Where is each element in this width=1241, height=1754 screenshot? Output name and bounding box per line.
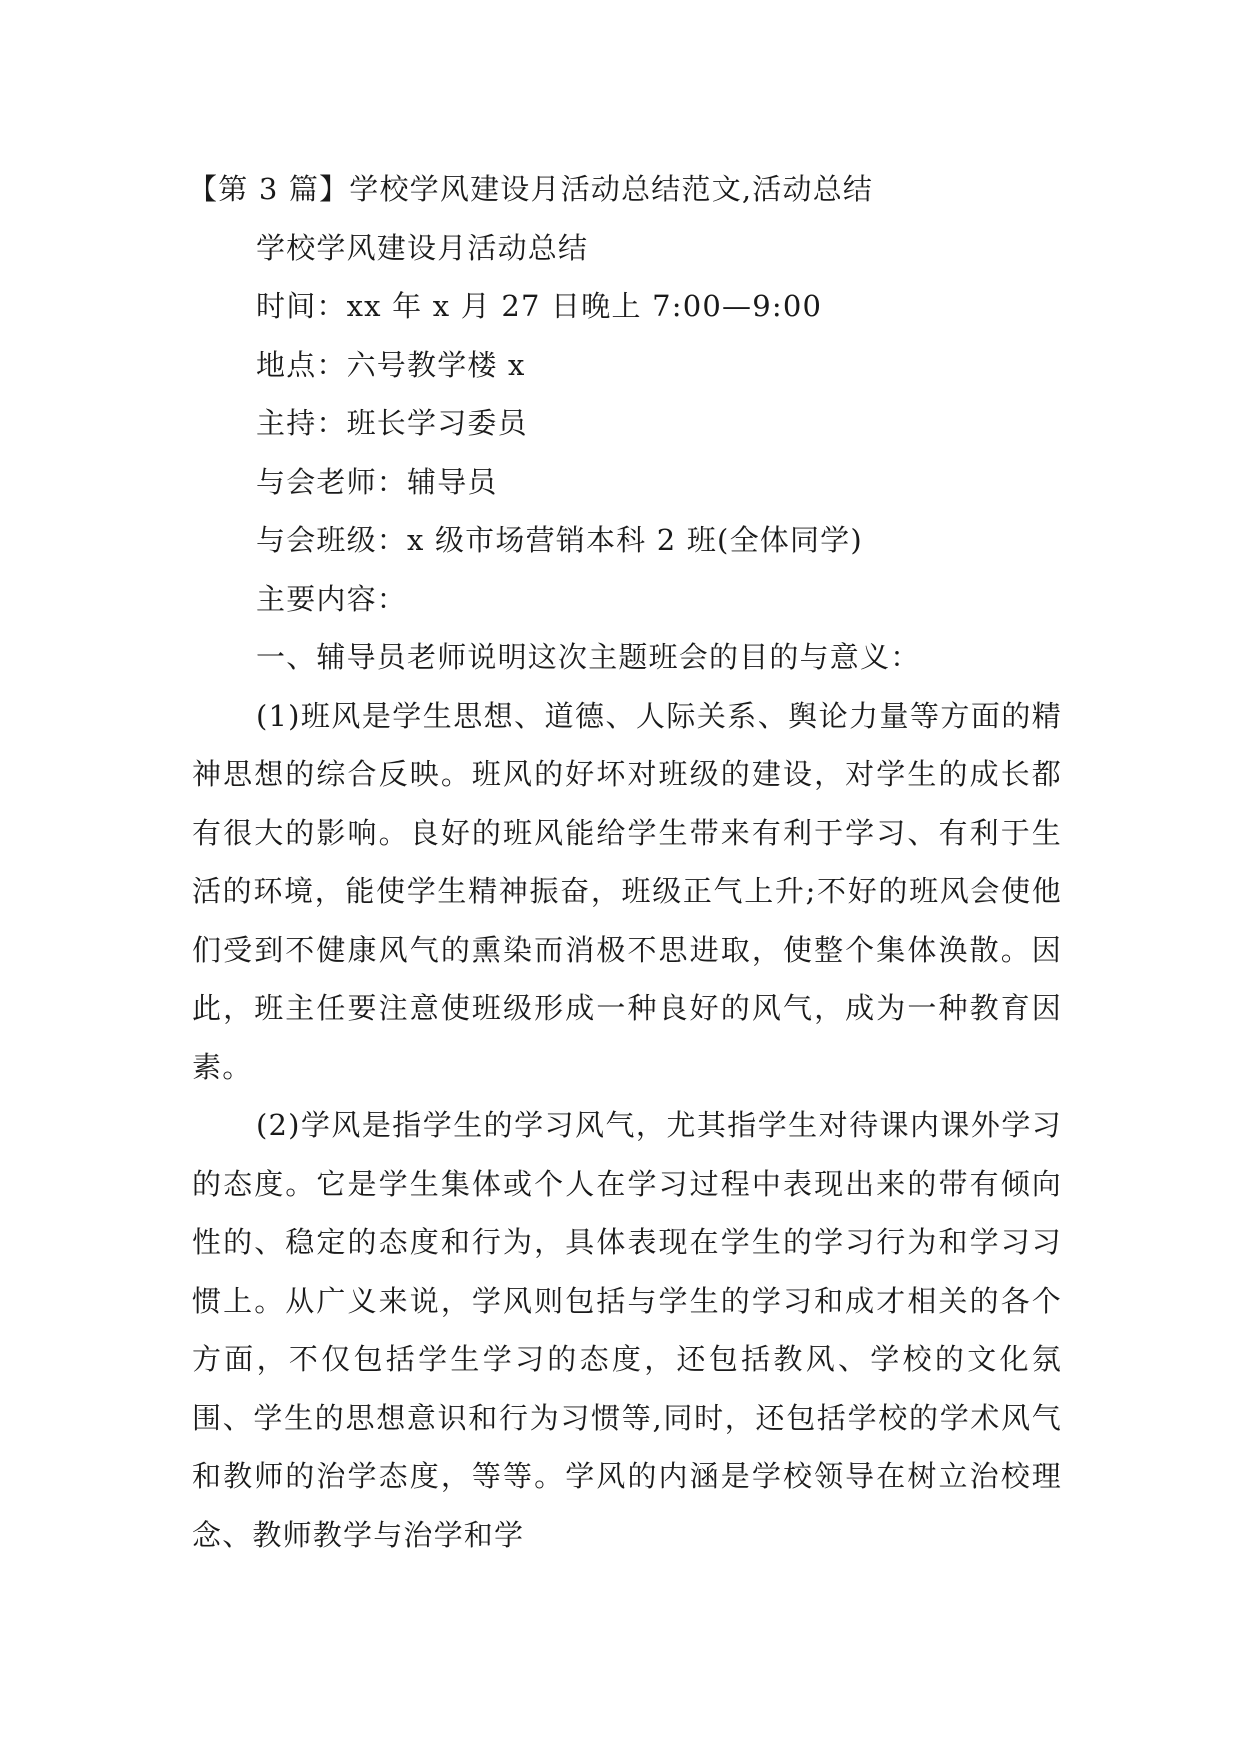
meta-class: 与会班级：x 级市场营销本科 2 班(全体同学) <box>256 523 863 557</box>
meta-host: 主持：班长学习委员 <box>256 406 528 440</box>
document-body <box>188 160 1062 1564</box>
meta-teacher: 与会老师：辅导员 <box>256 464 498 499</box>
document-heading: 【第 3 篇】学校学风建设月活动总结范文,活动总结 <box>188 172 874 206</box>
meta-time: 时间：xx 年 x 月 27 日晚上 7:00—9:00 <box>256 289 823 323</box>
paragraph-2: (2)学风是指学生的学习风气，尤其指学生对待课内课外学习的态度。它是学生集体或个人在学习过程中表现出来的带有倾向性的、稳定的态度和行为，具体表现在学生的学习行为和学习习惯上。从广义来说，学风则包括与学生的学习和成才相关的各个方面，不仅包括学生学习的态度，还包括教风、学校的文化氛围、学生的思想意识和行为习惯等,同时，还包括学校的学术风气和教师的治学态度，等等。学风的内涵是学校领导在树立治校理念、教师教学与治学和学 <box>192 1108 1062 1552</box>
document-subtitle: 学校学风建设月活动总结 <box>256 230 589 265</box>
meta-content-label: 主要内容： <box>256 581 408 616</box>
meta-place: 地点：六号教学楼 x <box>256 347 526 382</box>
section-1-heading: 一、辅导员老师说明这次主题班会的目的与意义： <box>256 640 921 674</box>
paragraph-1: (1)班风是学生思想、道德、人际关系、舆论力量等方面的精神思想的综合反映。班风的好坏对班级的建设，对学生的成长都有很大的影响。良好的班风能给学生带来有利于学习、有利于生活的环境，能使学生精神振奋，班级正气上升;不好的班风会使他们受到不健康风气的熏染而消极不思进取，使整个集体涣散。因此，班主任要注意使班级形成一种良好的风气，成为一种教育因素。 <box>192 698 1062 1084</box>
